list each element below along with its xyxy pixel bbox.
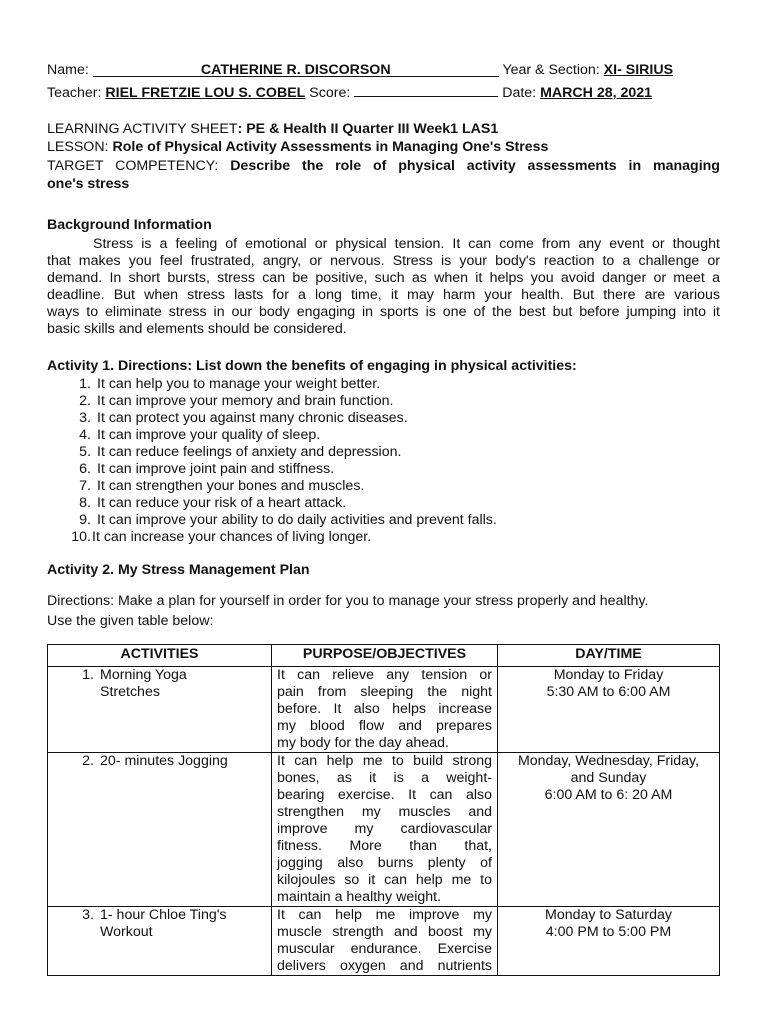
daytime-cell: Monday to Saturday 4:00 PM to 5:00 PM [498,907,720,976]
daytime-cell: Monday to Friday 5:30 AM to 6:00 AM [498,667,720,753]
name-row [47,62,673,79]
background-line: Stress is a feeling of emotional or physical tension. It can come from any event or thought [93,236,720,252]
target-line-1 [47,158,720,175]
activity-cell: 1. Morning Yoga Stretches [48,667,272,753]
column-header-daytime: DAY/TIME [498,645,720,667]
target-value-2: one's stress [47,176,130,192]
stress-plan-table [47,644,720,976]
date-label: Date: [502,85,537,101]
list-item: 6. It can improve joint pain and stiffness. [79,461,335,477]
background-line: ways to eliminate stress in our body engaging in sports is one of the best but before jumping into it [47,304,720,320]
date-value: MARCH 28, 2021 [540,85,653,101]
list-item: 9. It can improve your ability to do daily activities and prevent falls. [79,512,497,528]
background-line: basic skills and elements should be considered. [47,321,347,337]
table-header-row [48,645,720,667]
background-line: deadline. But when stress lasts for a long time, it may harm your health. But there are various [47,287,720,303]
name-label: Name: [47,62,89,78]
year-value: XI- SIRIUS [603,62,674,78]
daytime-cell: Monday, Wednesday, Friday, and Sunday 6:00 AM to 6: 20 AM [498,753,720,907]
las-row [47,121,498,138]
year-label: Year & Section: [502,62,600,78]
list-item: 7. It can strengthen your bones and muscles. [79,478,365,494]
background-paragraph [47,236,720,338]
name-value: CATHERINE R. DISCORSON [93,62,499,77]
activity2-directions-2: Use the given table below: [47,613,214,629]
table-row [48,667,720,753]
purpose-cell: It can help me to build strong bones, as it is a weight- bearing exercise. It can also strengthen my muscles and improve my cardiovascular fitness. More than that, jogging also burns plenty of kilojoules so it can help me to maintain a healthy weight. [272,753,498,907]
score-blank [354,82,498,97]
lesson-label: LESSON: [47,139,109,155]
activity2-directions-1: Directions: Make a plan for yourself in order for you to manage your stress properly and healthy. [47,593,649,609]
background-line: that makes you feel frustrated, angry, or nervous. Stress is your body's reaction to a challenge or [47,253,720,269]
activity-cell: 2. 20- minutes Jogging [48,753,272,907]
teacher-value: RIEL FRETZIE LOU S. COBEL [105,85,306,101]
score-label: Score: [309,85,351,101]
list-item: 4. It can improve your quality of sleep. [79,427,321,443]
target-value-1: Describe the role of physical activity assessments in managing [230,158,720,174]
list-item: 5. It can reduce feelings of anxiety and depression. [79,444,402,460]
activity2-heading: Activity 2. My Stress Management Plan [47,562,310,578]
las-label: LEARNING ACTIVITY SHEET [47,121,238,137]
column-header-purpose: PURPOSE/OBJECTIVES [272,645,498,667]
teacher-row [47,82,652,102]
target-competency [47,158,720,193]
teacher-label: Teacher: [47,85,102,101]
purpose-cell: It can relieve any tension or pain from sleeping the night before. It also helps increase my blood flow and prepares my body for the day ahead. [272,667,498,753]
target-label: TARGET COMPETENCY: [47,158,219,174]
list-item: 8. It can reduce your risk of a heart attack. [79,495,347,511]
lesson-row [47,139,548,156]
background-heading: Background Information [47,217,212,233]
list-item: 2. It can improve your memory and brain function. [79,393,394,409]
activity1-heading: Activity 1. Directions: List down the benefits of engaging in physical activities: [47,358,577,374]
lesson-value: Role of Physical Activity Assessments in Managing One's Stress [112,139,549,155]
background-line: demand. In short bursts, stress can be positive, such as when it helps you avoid danger or meet a [47,270,720,286]
table-row [48,753,720,907]
list-item: 10. It can increase your chances of living longer. [71,529,372,545]
activity-cell: 3. 1- hour Chloe Ting's Workout [48,907,272,976]
purpose-cell: It can help me improve my muscle strength and boost my muscular endurance. Exercise delivers oxygen and nutrients [272,907,498,976]
list-item: 1. It can help you to manage your weight better. [79,376,381,392]
list-item: 3. It can protect you against many chronic diseases. [79,410,408,426]
column-header-activities: ACTIVITIES [48,645,272,667]
las-value: : PE & Health II Quarter III Week1 LAS1 [237,121,499,137]
benefits-list [47,376,497,546]
table-row [48,907,720,976]
